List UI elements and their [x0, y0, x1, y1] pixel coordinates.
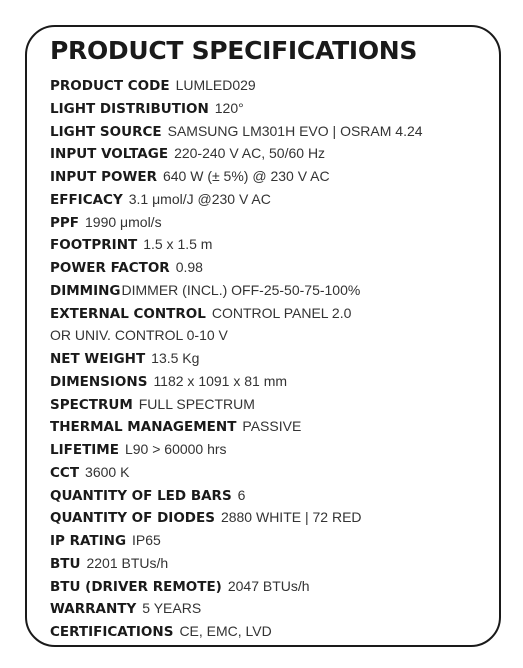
spec-value: 5 YEARS [142, 600, 202, 617]
spec-value: 2047 BTUs/h [227, 577, 310, 594]
spec-value: 640 W (± 5%) @ 230 V AC [162, 168, 330, 184]
spec-row-light-distribution [50, 97, 490, 120]
spec-row-btu [50, 552, 490, 575]
spec-label: DIMMING [50, 282, 121, 299]
spec-list [50, 74, 490, 643]
spec-label: PRODUCT CODE [50, 78, 170, 94]
spec-label: INPUT VOLTAGE [50, 146, 169, 163]
spec-row-footprint [50, 233, 490, 256]
spec-label: LIFETIME [50, 442, 119, 458]
spec-value: 6 [237, 486, 246, 503]
spec-label: SPECTRUM [50, 396, 133, 413]
spec-row-net-weight [50, 347, 490, 370]
spec-row-dimming [50, 279, 490, 302]
spec-value: 0.98 [175, 259, 203, 275]
spec-row-light-source [50, 120, 490, 143]
spec-value: IP65 [132, 532, 161, 548]
spec-row-warranty [50, 597, 490, 620]
spec-label: WARRANTY [50, 601, 137, 618]
spec-value: 220-240 V AC, 50/60 Hz [174, 145, 326, 162]
spec-value: 1.5 x 1.5 m [143, 236, 213, 253]
spec-row-quantity-diodes [50, 506, 490, 529]
page-title: PRODUCT SPECIFICATIONS [50, 36, 418, 65]
spec-value: L90 > 60000 hrs [124, 441, 227, 457]
spec-row-cct [50, 461, 490, 484]
spec-label: BTU (DRIVER REMOTE) [50, 578, 222, 595]
spec-value: CE, EMC, LVD [179, 623, 272, 639]
spec-value: 1990 μmol/s [85, 213, 162, 230]
spec-row-btu-driver-remote [50, 575, 490, 598]
spec-value: 13.5 Kg [151, 350, 200, 366]
spec-row-spectrum [50, 393, 490, 416]
spec-value: SAMSUNG LM301H EVO | OSRAM 4.24 [167, 122, 423, 139]
spec-label: CERTIFICATIONS [50, 624, 174, 640]
spec-row-certifications [50, 620, 490, 643]
spec-row-input-power [50, 165, 490, 188]
spec-label: LIGHT DISTRIBUTION [50, 100, 209, 117]
spec-value: LUMLED029 [175, 77, 256, 93]
spec-value-continued: OR UNIV. CONTROL 0-10 V [50, 327, 228, 344]
spec-label: EFFICACY [50, 191, 123, 208]
spec-row-product-code [50, 74, 490, 97]
spec-row-lifetime [50, 438, 490, 461]
spec-value: 3.1 μmol/J @230 V AC [128, 190, 271, 207]
spec-label: INPUT POWER [50, 169, 157, 185]
spec-row-thermal-management [50, 415, 490, 438]
spec-row-ip-rating [50, 529, 490, 552]
spec-label: BTU [50, 555, 81, 572]
spec-value: 2880 WHITE | 72 RED [220, 509, 362, 526]
spec-row-power-factor [50, 256, 490, 279]
spec-label: IP RATING [50, 533, 127, 549]
spec-row-dimensions [50, 370, 490, 393]
spec-value: PASSIVE [242, 418, 302, 435]
spec-label: QUANTITY OF LED BARS [50, 487, 232, 504]
spec-label: THERMAL MANAGEMENT [50, 419, 237, 436]
spec-value: 120° [214, 99, 244, 116]
spec-label: POWER FACTOR [50, 260, 170, 276]
spec-value: 1182 x 1091 x 81 mm [153, 372, 288, 389]
spec-value: FULL SPECTRUM [138, 395, 255, 412]
spec-value: CONTROL PANEL 2.0 [211, 304, 352, 321]
spec-row-input-voltage [50, 142, 490, 165]
spec-row-efficacy [50, 188, 490, 211]
spec-row-external-control-cont [50, 324, 490, 347]
spec-value: 2201 BTUs/h [86, 554, 169, 571]
spec-row-ppf [50, 211, 490, 234]
spec-label: PPF [50, 214, 80, 231]
spec-label: NET WEIGHT [50, 351, 146, 367]
spec-label: DIMENSIONS [50, 373, 148, 390]
spec-value: 3600 K [85, 463, 130, 480]
spec-label: CCT [50, 464, 80, 481]
spec-label: LIGHT SOURCE [50, 123, 162, 140]
spec-row-external-control [50, 302, 490, 325]
spec-label: EXTERNAL CONTROL [50, 305, 206, 322]
spec-value: DIMMER (INCL.) OFF-25-50-75-100% [121, 281, 361, 298]
spec-row-quantity-led-bars [50, 484, 490, 507]
spec-label: QUANTITY OF DIODES [50, 510, 215, 527]
spec-label: FOOTPRINT [50, 237, 138, 254]
